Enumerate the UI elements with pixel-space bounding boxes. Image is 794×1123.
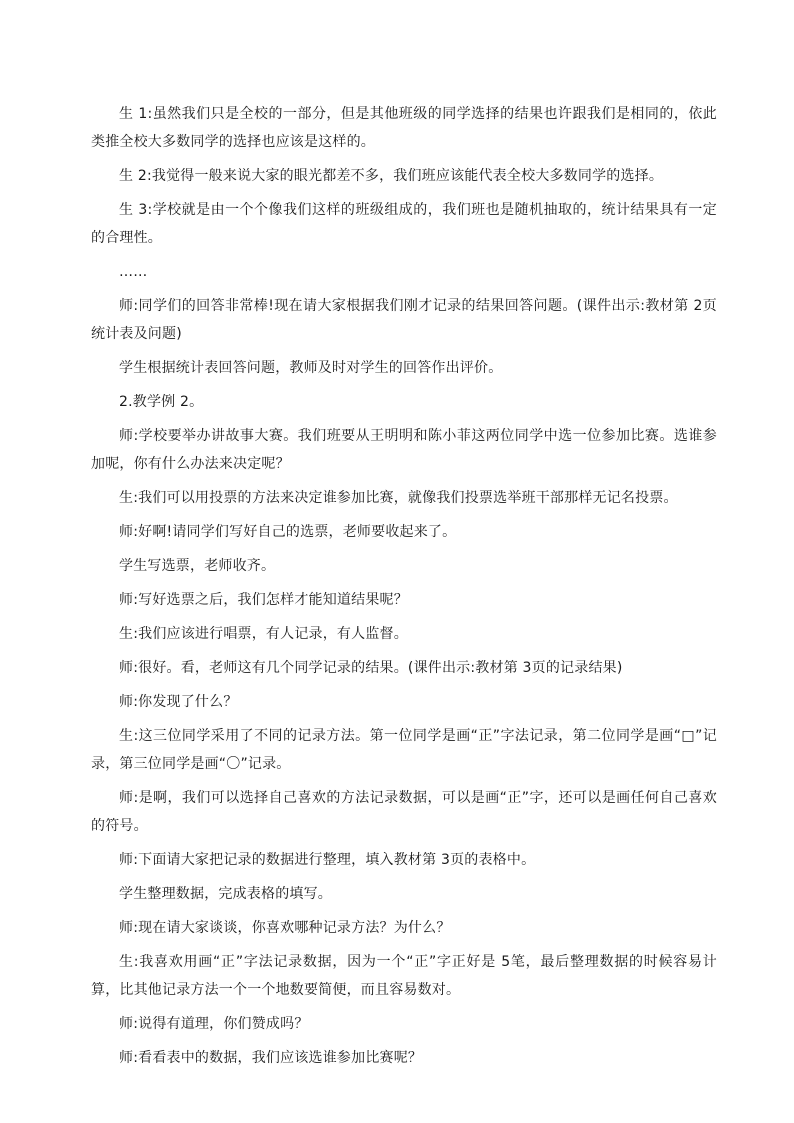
paragraph-zheng-method-reason: 生:我喜欢用画“正”字法记录数据，因为一个“正”字正好是 5笔，最后整理数据的时候容易计算，比其他记录方法一个一个地数要简便，而且容易数对。 — [91, 954, 717, 998]
paragraph-storytelling-contest: 师:学校要举办讲故事大赛。我们班要从王明明和陈小菲这两位同学中选一位参加比赛。选谁参加呢，你有什么办法来决定呢？ — [91, 428, 717, 472]
paragraph-write-ballots: 师:好啊!请同学们写好自己的选票，老师要收起来了。 — [119, 524, 457, 540]
paragraph-student-2: 生 2:我觉得一般来说大家的眼光都差不多，我们班应该能代表全校大多数同学的选择。 — [119, 168, 664, 184]
paragraph-example-2-heading: 2.教学例 2。 — [119, 394, 204, 410]
paragraph-what-found: 师:你发现了什么？ — [119, 694, 238, 710]
paragraph-count-votes: 生:我们应该进行唱票，有人记录，有人监督。 — [119, 626, 408, 642]
paragraph-recorded-results: 师:很好。看，老师这有几个同学记录的结果。(课件出示:教材第 3页的记录结果) — [119, 660, 623, 676]
paragraph-answer-questions: 学生根据统计表回答问题，教师及时对学生的回答作出评价。 — [119, 360, 503, 376]
paragraph-student-1: 生 1:虽然我们只是全校的一部分，但是其他班级的同学选择的结果也许跟我们是相同的，依此类推全校大多数同学的选择也应该是这样的。 — [91, 106, 717, 150]
paragraph-fill-table: 学生整理数据，完成表格的填写。 — [119, 886, 332, 902]
paragraph-vote-method: 生:我们可以用投票的方法来决定谁参加比赛，就像我们投票选举班干部那样无记名投票。 — [119, 490, 678, 506]
document-body — [91, 100, 717, 1078]
paragraph-teacher-praise: 师:同学们的回答非常棒!现在请大家根据我们刚才记录的结果回答问题。(课件出示:教材第 2页统计表及问题) — [91, 298, 717, 342]
paragraph-collect-ballots: 学生写选票，老师收齐。 — [119, 558, 276, 574]
paragraph-ellipsis: …… — [119, 264, 148, 280]
paragraph-organize-data: 师:下面请大家把记录的数据进行整理，填入教材第 3页的表格中。 — [119, 852, 536, 868]
paragraph-agree: 师:说得有道理，你们赞成吗？ — [119, 1016, 309, 1032]
paragraph-who-to-choose: 师:看看表中的数据，我们应该选谁参加比赛呢？ — [119, 1050, 423, 1066]
paragraph-recording-methods: 生:这三位同学采用了不同的记录方法。第一位同学是画“正”字法记录，第二位同学是画“□”记录，第三位同学是画“〇”记录。 — [91, 728, 717, 772]
paragraph-student-3: 生 3:学校就是由一个个像我们这样的班级组成的，我们班也是随机抽取的，统计结果具有一定的合理性。 — [91, 202, 717, 246]
paragraph-which-method: 师:现在请大家谈谈，你喜欢哪种记录方法？为什么？ — [119, 920, 451, 936]
paragraph-choose-method: 师:是啊，我们可以选择自己喜欢的方法记录数据，可以是画“正”字，还可以是画任何自己喜欢的符号。 — [91, 790, 717, 834]
paragraph-how-know-result: 师:写好选票之后，我们怎样才能知道结果呢？ — [119, 592, 408, 608]
